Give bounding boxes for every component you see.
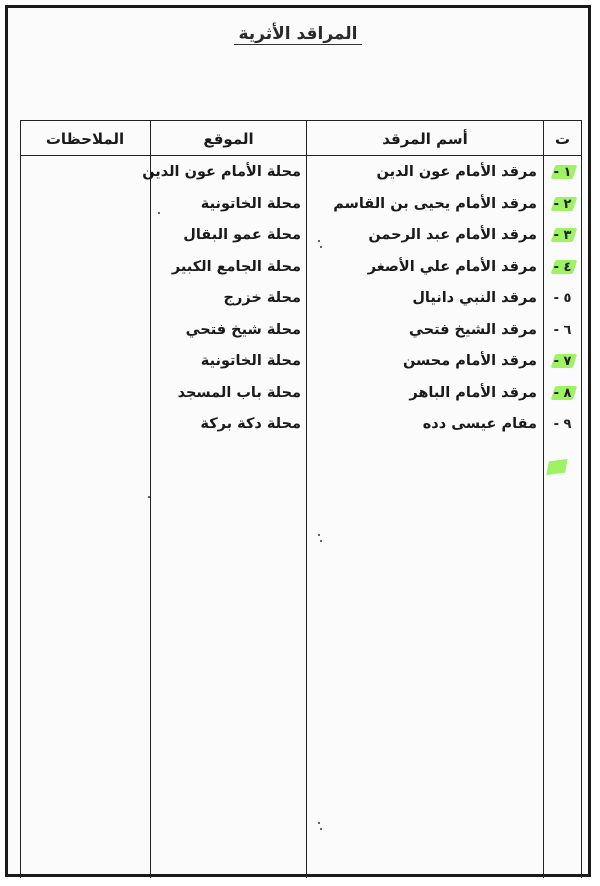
row-number: ٤ - [553,259,572,275]
row-number: ٣ - [553,228,572,243]
shrine-name: مقام عيسى دده [422,416,537,432]
shrine-name: مرقد الأمام الباهر [409,384,537,401]
speck [158,212,160,214]
shrine-location: محلة الخاتونية [200,353,301,369]
page-title-text: المراقد الأثرية [234,24,361,45]
row-number: ٦ - [553,322,572,338]
shrine-name: مرقد النبي دانيال [412,290,537,306]
table-row [21,220,581,251]
table-row [21,409,581,440]
row-number: ٧ - [553,354,572,369]
speck [320,246,322,248]
table-row [21,252,581,283]
shrine-location: محلة خزرج [223,290,301,306]
header-name: أسم المرقد [382,130,468,148]
shrine-name: مرقد الأمام محسن [402,353,537,369]
row-number: ٩ - [553,417,572,432]
table-row [21,315,581,346]
shrine-name: مرقد الأمام يحيى بن القاسم [333,195,537,212]
shrine-name: مرقد الأمام عبد الرحمن [368,227,537,243]
shrine-location: محلة عمو البقال [183,227,301,243]
shrine-location: محلة الخاتونية [200,195,301,212]
row-number: ٨ - [553,385,572,401]
shrine-location: محلة دكة بركة [200,416,301,432]
shrine-location: محلة باب المسجد [177,384,301,401]
shrine-name: مرقد الأمام علي الأصغر [367,258,537,275]
speck [320,540,322,542]
header-divider [21,155,581,156]
header-seq: ت [554,130,571,148]
table-row [21,378,581,409]
highlighter-mark [546,459,567,475]
header-notes: الملاحظات [45,130,125,148]
page-title [8,24,588,44]
shrine-location: محلة الجامع الكبير [171,258,301,275]
row-number: ١ - [553,165,572,180]
shrines-table [20,120,582,878]
speck [318,534,320,536]
table-row [21,346,581,377]
shrine-location: محلة الأمام عون الدين [142,164,301,180]
speck [318,240,320,242]
shrine-location: محلة شيخ فتحي [185,321,301,338]
speck [318,822,320,824]
shrine-name: مرقد الأمام عون الدين [376,164,537,180]
speck [320,828,322,830]
header-location: الموقع [203,130,254,148]
row-number: ٥ - [553,291,572,306]
speck [148,496,150,498]
table-row [21,189,581,220]
row-number: ٢ - [553,196,572,212]
table-row [21,157,581,188]
document-page [5,5,591,877]
table-row [21,283,581,314]
shrine-name: مرقد الشيخ فتحي [408,321,537,338]
